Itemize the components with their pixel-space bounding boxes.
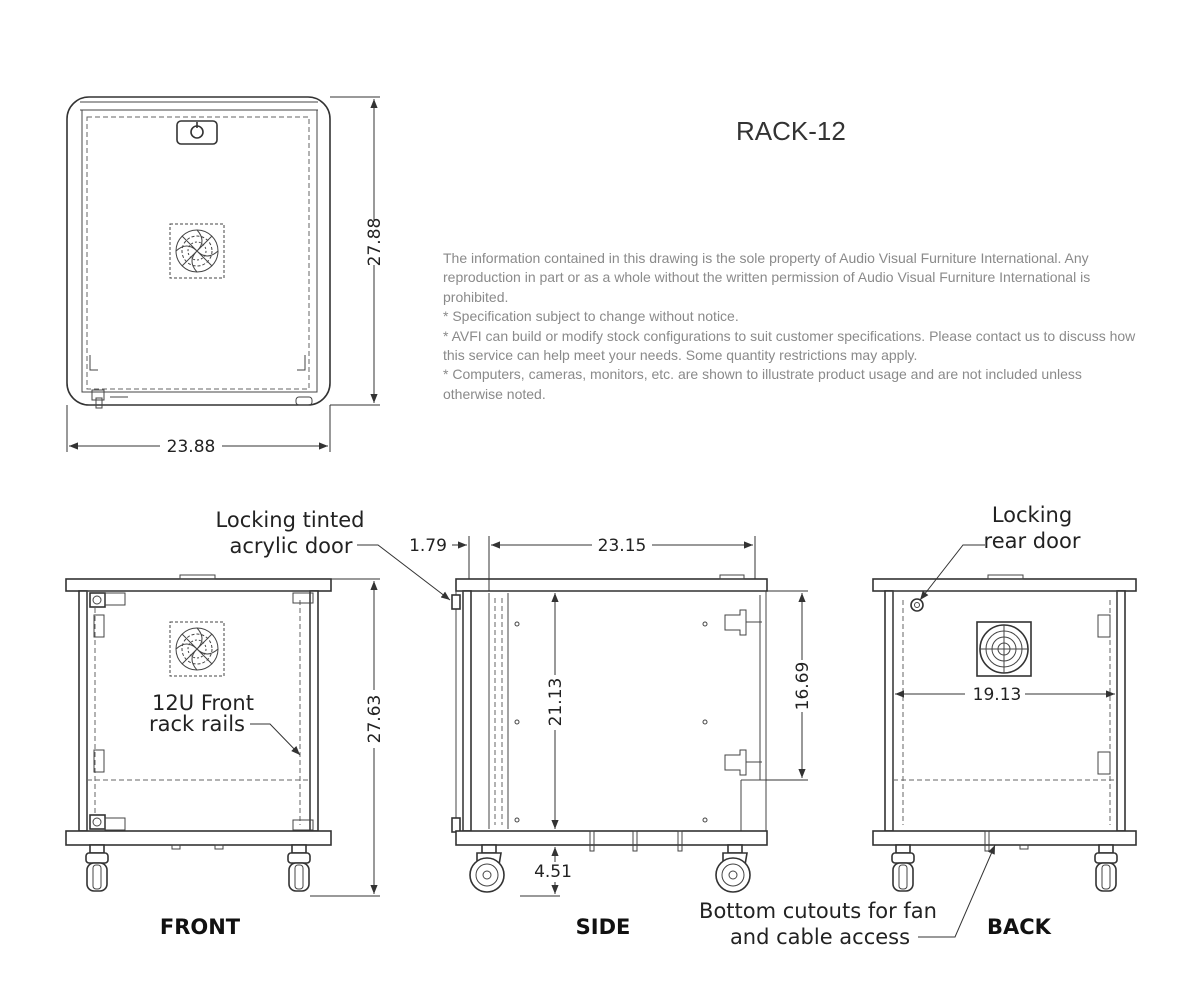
view-label-side: SIDE: [575, 915, 631, 939]
note-item: * AVFI can build or modify stock configurations to suit customer specifications. Please contact us to discuss how this service can help meet your needs. Some quantity restrictions may apply.: [443, 327, 1136, 364]
dimension-label: 23.15: [597, 536, 647, 556]
callout-text: rear door: [983, 529, 1081, 553]
rear-lock-icon: [911, 599, 923, 611]
dimension-label: 19.13: [972, 685, 1022, 705]
callout-text: 12U Front: [152, 691, 254, 715]
dimension-label: 21.13: [546, 677, 566, 727]
callout-text: Bottom cutouts for fan: [699, 899, 937, 923]
door-lock-icon: [452, 595, 460, 609]
callout-text: Locking tinted: [215, 508, 365, 532]
dimension-label: 16.69: [793, 661, 813, 711]
view-label-front: FRONT: [159, 915, 241, 939]
callout-text: and cable access: [729, 925, 911, 949]
back-view: [699, 503, 1136, 949]
ownership-note: The information contained in this drawing is the sole property of Audio Visual Furniture International. Any reproduction in part or as a whole without the written permission of Audio Visual Furniture International is prohibited.: [443, 250, 1091, 305]
drawing-title: RACK-12: [736, 116, 846, 146]
callout-text: rack rails: [149, 712, 245, 736]
callout-text: Locking: [991, 503, 1073, 527]
top-view: [67, 97, 385, 457]
callout-text: acrylic door: [229, 534, 353, 558]
front-view: [66, 575, 385, 939]
note-item: * Specification subject to change without notice.: [443, 308, 739, 325]
dimension-label: 27.88: [365, 217, 385, 267]
dimension-label: 27.63: [365, 694, 385, 744]
note-item: * Computers, cameras, monitors, etc. are shown to illustrate product usage and are not included unless otherwise noted.: [443, 366, 1082, 402]
dimension-label: 4.51: [534, 862, 572, 882]
view-label-back: BACK: [987, 915, 1051, 939]
dimension-label: 23.88: [166, 437, 216, 457]
dimension-label: 1.79: [409, 536, 447, 556]
